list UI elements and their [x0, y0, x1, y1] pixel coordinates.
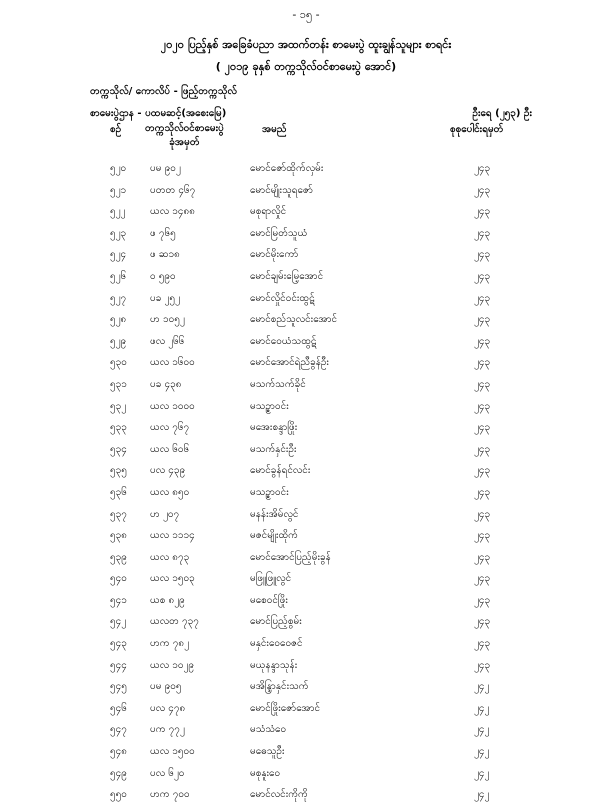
- total-marks: ၂၄၃: [474, 270, 491, 282]
- registration-number: ပက ၇၇၂: [150, 724, 185, 736]
- row-number: ၅၃၁: [110, 378, 127, 390]
- table-row: [0, 525, 612, 547]
- registration-number: ပခ ၄၃၈: [150, 378, 182, 390]
- student-name: မသံသံဝေ: [250, 724, 287, 736]
- registration-number: ယလ ၈၇၃: [150, 551, 190, 563]
- column-header-name: အမည်: [262, 124, 287, 135]
- total-marks: ၂၄၃: [474, 551, 491, 563]
- student-name: မယုနန္ဒာသုန်း: [250, 659, 298, 671]
- total-marks: ၂၄၂: [474, 724, 490, 736]
- row-number: ၅၄၇: [110, 724, 127, 736]
- registration-number: ဟ ၂၀၇: [150, 508, 180, 520]
- student-name: မောင်လင်းကိုကို: [250, 789, 308, 801]
- table-row: [0, 223, 612, 245]
- student-name: မောင်ဖြိုးဇော်အောင်: [250, 702, 321, 714]
- row-number: ၅၃၈: [110, 530, 127, 542]
- row-number: ၅၄၄: [110, 659, 127, 671]
- registration-number: ယလတ ၇၃၇: [150, 616, 199, 628]
- row-number: ၅၂၄: [110, 249, 127, 261]
- registration-number: ဖ ဆ၁၈: [150, 249, 180, 261]
- row-number: ၅၂၉: [110, 335, 127, 347]
- row-number: ၅၂၆: [110, 270, 127, 282]
- student-name: မဖြူဖြူလွင်: [250, 573, 292, 585]
- total-marks: ၂၄၃: [474, 573, 491, 585]
- row-number: ၅၄၁: [110, 594, 127, 606]
- student-name: မအိန္ဒြာနှင်းသက်: [250, 681, 309, 693]
- student-name: မောင်မြတ်သူယံ: [250, 227, 308, 239]
- row-number: ၅၃၀: [110, 357, 127, 369]
- student-name: မောင်ခွန်ရင်လင်း: [250, 465, 311, 477]
- total-marks: ၂၄၃: [474, 486, 491, 498]
- row-number: ၅၄၂: [110, 616, 127, 628]
- total-marks: ၂၄၂: [474, 767, 490, 779]
- student-name: မဓေသူဦး: [250, 746, 285, 758]
- table-row: [0, 784, 612, 806]
- table-row: [0, 676, 612, 698]
- row-number: ၅၂၀: [110, 163, 127, 174]
- table-row: [0, 611, 612, 633]
- total-marks: ၂၄၃: [474, 616, 491, 628]
- registration-number: ပမ ၉၀၅: [150, 681, 182, 693]
- student-name: မောင်ချမ်းမြေ့အောင်: [250, 270, 324, 282]
- table-row: [0, 201, 612, 223]
- student-name: မသက်နှင်းဦး: [250, 443, 297, 455]
- student-name: မနှင်းဝေဝေဇင်: [250, 638, 303, 650]
- student-name: မောင်လှိုင်ဝင်းထွဋ်: [250, 292, 315, 304]
- table-row: [0, 482, 612, 504]
- student-name: မစေဝင်ဖြိုး: [250, 594, 288, 606]
- column-header-total-marks: စုစုပေါင်းရမှတ်: [450, 124, 504, 135]
- table-row: [0, 288, 612, 310]
- table-row: [0, 374, 612, 396]
- registration-number: ဖလ ၂၆၆: [150, 335, 185, 347]
- total-marks: ၂၄၂: [474, 746, 490, 758]
- table-row: [0, 568, 612, 590]
- student-name: မောင်ပြည့်စွမ်း: [250, 616, 302, 628]
- document-subtitle: ( ၂၀၁၉ ခုနှစ် တက္ကသိုလ်ဝင်စာမေးပွဲ အောင်): [215, 60, 397, 73]
- registration-number: ယလ ၁၄၈၈: [150, 206, 195, 218]
- table-row: [0, 719, 612, 741]
- registration-number: ယစ ၈၂၉: [150, 594, 185, 606]
- student-name: မသဉ္စာဝင်း: [250, 400, 289, 412]
- total-marks: ၂၄၃: [474, 530, 491, 542]
- registration-number: ဟ ၁၀၅၂: [150, 314, 185, 326]
- registration-number: ယလ ၆၀၆: [150, 443, 190, 455]
- total-marks: ၂၄၃: [474, 400, 491, 412]
- row-number: ၅၄၃: [110, 638, 127, 650]
- table-row: [0, 698, 612, 720]
- row-number: ၅၃၆: [110, 486, 127, 498]
- column-header-no: စဉ်: [110, 124, 122, 135]
- candidate-count: ဦးရေ (၂၅၃) ဦး: [472, 108, 532, 119]
- total-marks: ၂၄၃: [474, 314, 491, 326]
- row-number: ၅၄၈: [110, 746, 127, 758]
- row-number: ၅၂၂: [110, 206, 126, 218]
- registration-number: ယလ ၈၅၀: [150, 486, 190, 498]
- table-row: [0, 158, 612, 180]
- total-marks: ၂၄၃: [474, 443, 491, 455]
- total-marks: ၂၄၃: [474, 465, 491, 477]
- registration-number: ယလ ၁၅၀၀: [150, 746, 195, 758]
- total-marks: ၂၄၃: [474, 227, 491, 239]
- page-number: - ၁၅ -: [292, 8, 320, 21]
- table-row: [0, 331, 612, 353]
- results-table: [0, 158, 612, 806]
- registration-number: ဟက ၇၀၀: [150, 789, 190, 801]
- table-row: [0, 352, 612, 374]
- total-marks: ၂၄၃: [474, 206, 491, 218]
- table-row: [0, 180, 612, 202]
- total-marks: ၂၄၃: [474, 292, 491, 304]
- student-name: မောင်အောင်ပြည့်မိုးခွန်: [250, 551, 331, 563]
- student-name: မစုနူးဝေ: [250, 767, 281, 779]
- registration-number: ယလ ၁၀၂၉: [150, 659, 195, 671]
- row-number: ၅၂၁: [110, 184, 127, 196]
- row-number: ၅၂၇: [110, 292, 127, 304]
- table-row: [0, 266, 612, 288]
- table-row: [0, 417, 612, 439]
- total-marks: ၂၄၃: [474, 508, 491, 520]
- registration-number: ယလ ၁၆၀၀: [150, 357, 195, 369]
- row-number: ၅၅၀: [110, 789, 127, 801]
- table-row: [0, 633, 612, 655]
- student-name: မောင်စည်သူလင်းအောင်: [250, 314, 338, 326]
- row-number: ၅၂၃: [110, 227, 127, 239]
- total-marks: ၂၄၃: [474, 184, 491, 196]
- registration-number: ယလ ၁၁၁၄: [150, 530, 195, 542]
- row-number: ၅၃၄: [110, 443, 127, 455]
- row-number: ၅၃၅: [110, 465, 127, 477]
- table-row: [0, 763, 612, 785]
- university-line: တက္ကသိုလ်/ ကောလိပ် - ဖြည့်တက္ကသိုလ်: [90, 86, 237, 97]
- table-row: [0, 460, 612, 482]
- total-marks: ၂၄၃: [474, 357, 491, 369]
- registration-number: ဖ ၇၆၅: [150, 227, 176, 239]
- registration-number: ယလ ၁၅၀၃: [150, 573, 195, 585]
- student-name: မောင်မိုးကော်: [250, 249, 299, 261]
- registration-number: ပလ ၄၇၈: [150, 702, 186, 714]
- registration-number: ဝ ၅၉၀: [150, 270, 176, 282]
- student-name: မစုရာလှိုင်: [250, 206, 287, 218]
- total-marks: ၂၄၃: [474, 659, 491, 671]
- registration-number: ပလ ၄၃၉: [150, 465, 186, 477]
- row-number: ၅၃၃: [110, 422, 127, 434]
- table-row: [0, 590, 612, 612]
- table-row: [0, 396, 612, 418]
- student-name: မနန်းအိမ်လွင်: [250, 508, 299, 520]
- total-marks: ၂၄၃: [474, 249, 491, 261]
- row-number: ၅၃၇: [110, 508, 127, 520]
- table-row: [0, 655, 612, 677]
- registration-number: ပတတ ၄၆၇: [150, 184, 196, 196]
- registration-number: ယလ ၁၀၀၀: [150, 400, 195, 412]
- registration-number: ယလ ၇၆၇: [150, 422, 190, 434]
- student-name: မောင်အောင်ရဲညီခွန်ဦး: [250, 357, 329, 369]
- total-marks: ၂၄၃: [474, 163, 491, 174]
- total-marks: ၂၄၂: [474, 702, 490, 714]
- table-row: [0, 547, 612, 569]
- total-marks: ၂၄၃: [474, 594, 491, 606]
- student-name: မသက်သက်ခိုင်: [250, 378, 306, 390]
- student-name: မောင်ဇော်ထိုက်လှမ်း: [250, 163, 324, 174]
- document-title: ၂၀၂၀ ပြည့်နှစ် အခြေခံပညာ အထက်တန်း စာမေးပွဲ ထူးချွန်သူများ စာရင်း: [160, 38, 452, 51]
- registration-number: ပလ ၆၂၀: [150, 767, 185, 779]
- table-row: [0, 244, 612, 266]
- total-marks: ၂၄၃: [474, 422, 491, 434]
- table-row: [0, 741, 612, 763]
- total-marks: ၂၄၃: [474, 638, 491, 650]
- exam-centre-line: စာမေးပွဲဌာန - ပထမဆင့်(အစေးမြေ): [90, 108, 227, 119]
- table-row: [0, 439, 612, 461]
- row-number: ၅၄၉: [110, 767, 127, 779]
- total-marks: ၂၄၂: [474, 789, 490, 801]
- table-row: [0, 504, 612, 526]
- row-number: ၅၄၅: [110, 681, 127, 693]
- row-number: ၅၄၆: [110, 702, 127, 714]
- student-name: မအေးစန္ဒာဖြိုး: [250, 422, 298, 434]
- registration-number: ပခ ၂၅၂: [150, 292, 180, 304]
- total-marks: ၂၄၃: [474, 378, 491, 390]
- student-name: မသဉ္စာဝင်း: [250, 486, 289, 498]
- table-row: [0, 309, 612, 331]
- registration-number: ပမ ၉၀၂: [150, 163, 181, 174]
- total-marks: ၂၄၂: [474, 681, 490, 693]
- column-header-registration: တက္ကသိုလ်ဝင်စာမေးပွဲ ခုံအမှတ်: [145, 123, 224, 148]
- row-number: ၅၂၈: [110, 314, 127, 326]
- student-name: မောင်ဝေယံသထွဋ်: [250, 335, 317, 347]
- registration-number: ဟက ၇၈၂: [150, 638, 189, 650]
- row-number: ၅၃၉: [110, 551, 127, 563]
- row-number: ၅၃၂: [110, 400, 127, 412]
- row-number: ၅၄၀: [110, 573, 127, 585]
- total-marks: ၂၄၃: [474, 335, 491, 347]
- student-name: မောင်မျိုးသူရဇော်: [250, 184, 313, 196]
- student-name: မဇင်မျိုးထိုက်: [250, 530, 298, 542]
